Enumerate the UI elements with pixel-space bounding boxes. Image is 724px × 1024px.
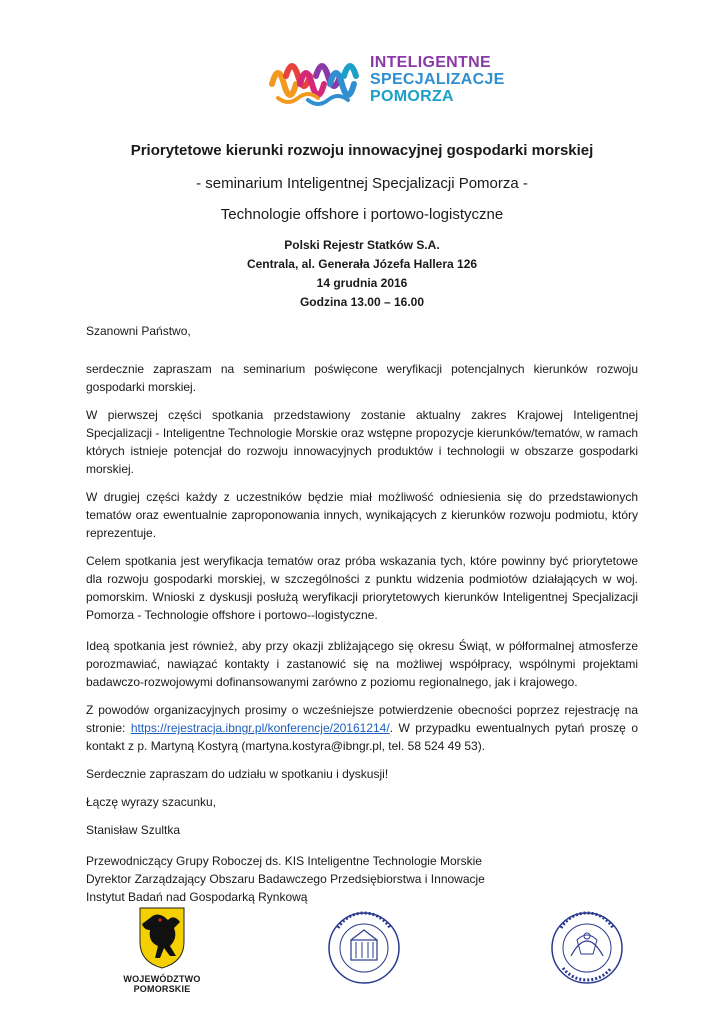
event-venue: Polski Rejestr Statków S.A. <box>284 238 440 252</box>
document-title: Priorytetowe kierunki rozwoju innowacyjnej gospodarki morskiej <box>130 142 594 159</box>
paragraph-4: Celem spotkania jest weryfikacja tematów oraz próba wskazania tych, które powinny być priorytetowe dla rozwoju gospodarki morskiej, w szczególności z punktu widzenia podmiotów działających w woj. pomorskim. Wnioski z dyskusji posłużą weryfikacji priorytetowych kierunków Inteligentnej Specjalizacji Pomorza - Technologie offshore i portowo-‑logistyczne. <box>86 554 638 622</box>
paragraph-1: serdecznie zapraszam na seminarium poświęcone weryfikacji potencjalnych kierunków rozwoju gospodarki morskiej. <box>86 362 638 394</box>
paragraph-6 <box>86 701 638 755</box>
wojewodztwo-pomorskie-logo <box>96 906 228 994</box>
ibngr-seal-icon <box>326 906 402 990</box>
paragraph-3: W drugiej części każdy z uczestników będzie miał możliwość odniesienia się do przedstawionych tematów oraz ewentualnie zaproponowania innych, wynikających z kierunków rozwoju podmiotu, który reprezentuje. <box>86 490 638 540</box>
document-subtitle: - seminarium Inteligentnej Specjalizacji Pomorza - <box>196 175 528 192</box>
registration-text-after: . W przypadku ewentualnych pytań proszę o kontakt z p. Martyną Kostyrą (martyna.kostyra@ibngr.pl, tel. 58 524 49 53). <box>86 721 639 753</box>
letter-body <box>86 322 638 906</box>
closing-salutation: Łączę wyrazy szacunku, <box>86 795 217 809</box>
inteligentne-specjalizacje-logo <box>268 48 505 114</box>
paragraph-2: W pierwszej części spotkania przedstawiony zostanie aktualny zakres Krajowej Inteligentnej Specjalizacji - Inteligentne Technologie Morskie oraz wstępne propozycje kierunków/tematów, w ramach których istnieje potencjał do rozwoju innowacyjnych produktów i technologii w obszarze gospodarki morskiej. <box>86 408 638 476</box>
polski-rejestr-statkow-seal <box>549 906 625 990</box>
wojewodztwo-label: WOJEWÓDZTWO POMORSKIE <box>123 974 201 994</box>
signer-role-3: Instytut Badań nad Gospodarką Rynkową <box>86 890 308 904</box>
ibngr-seal <box>326 906 402 990</box>
logo-line-1: INTELIGENTNE <box>370 54 491 71</box>
document-topic: Technologie offshore i portowo-logistyczne <box>220 206 504 223</box>
logo-wordmark <box>370 54 505 105</box>
greeting: Szanowni Państwo, <box>86 324 191 338</box>
signer-role-2: Dyrektor Zarządzający Obszaru Badawczego Przedsiębiorstwa i Innowacje <box>86 872 485 886</box>
logo-line-3: POMORZA <box>370 88 454 105</box>
signer-name: Stanisław Szultka <box>86 823 181 837</box>
paragraph-5: Ideą spotkania jest również, aby przy okazji zbliżającego się okresu Świąt, w półformalnej atmosferze porozmawiać, nawiązać kontakty i zastanowić się na możliwej współpracy, wspólnymi projektami badawczo-rozwojowymi dofinansowanymi zarówno z poziomu regionalnego, jak i krajowego. <box>86 639 638 689</box>
registration-text-before: Z powodów organizacyjnych prosimy o wcześniejsze potwierdzenie obecności poprzez rejestrację na stronie: <box>86 703 638 735</box>
signer-role-1: Przewodniczący Grupy Roboczej ds. KIS Inteligentne Technologie Morskie <box>86 854 482 868</box>
prs-seal-icon <box>549 906 625 990</box>
invitation-closing: Serdecznie zapraszam do udziału w spotkaniu i dyskusji! <box>86 767 389 781</box>
wave-logo-icon <box>268 54 366 110</box>
logo-line-2: SPECJALIZACJE <box>370 71 505 88</box>
event-details <box>0 236 724 312</box>
registration-link[interactable]: https://rejestracja.ibngr.pl/konferencje/20161214/ <box>130 721 390 735</box>
griffin-crest-icon <box>96 906 228 970</box>
event-time: Godzina 13.00 – 16.00 <box>299 295 425 309</box>
event-date: 14 grudnia 2016 <box>316 276 408 290</box>
event-address: Centrala, al. Generała Józefa Hallera 126 <box>246 257 478 271</box>
